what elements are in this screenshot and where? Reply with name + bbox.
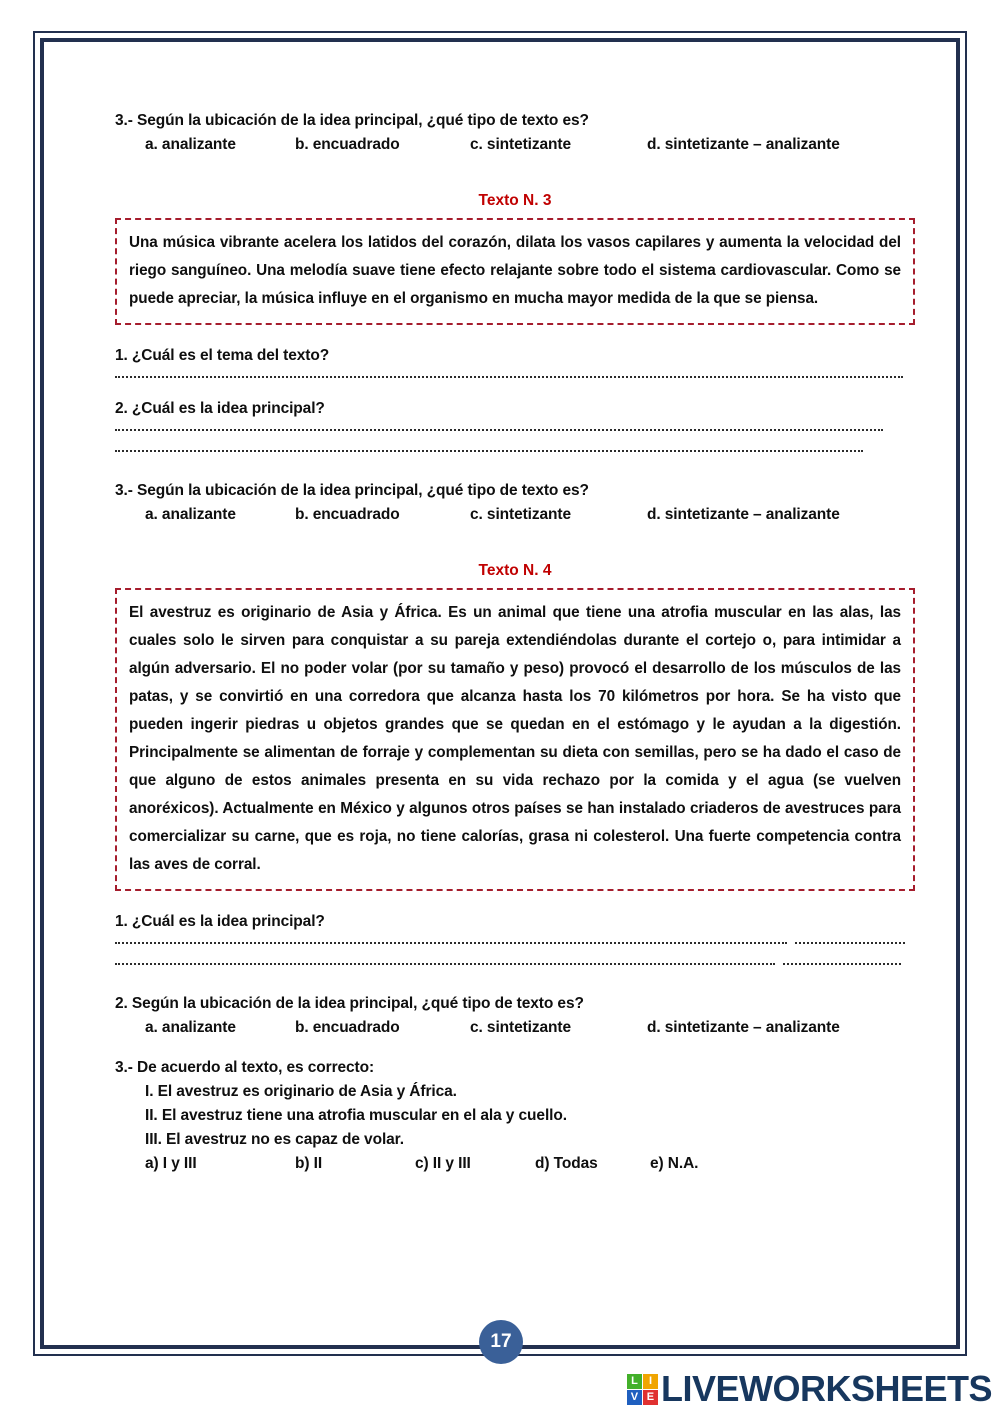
statement-i: I. El avestruz es originario de Asia y África. <box>145 1083 457 1100</box>
option-c[interactable]: c) II y III <box>415 1155 471 1172</box>
option-c[interactable]: c. sintetizante <box>470 1019 571 1036</box>
worksheet-content <box>115 112 915 1181</box>
answer-line-rule <box>115 376 903 378</box>
option-a[interactable]: a. analizante <box>145 1019 236 1036</box>
section-title-texto-4: Texto N. 4 <box>478 562 552 579</box>
texto4-question-1-prompt: 1. ¿Cuál es la idea principal? <box>115 913 325 930</box>
statement-ii: II. El avestruz tiene una atrofia muscular en el ala y cuello. <box>145 1107 567 1124</box>
option-d[interactable]: d) Todas <box>535 1155 598 1172</box>
option-b[interactable]: b. encuadrado <box>295 136 400 153</box>
option-e[interactable]: e) N.A. <box>650 1155 699 1172</box>
texto4-question-3-prompt: 3.- De acuerdo al texto, es correcto: <box>115 1059 375 1076</box>
reading-box-texto-3 <box>115 218 915 325</box>
answer-line[interactable] <box>115 442 915 460</box>
answer-line-rule <box>115 963 775 965</box>
option-b[interactable]: b. encuadrado <box>295 506 400 523</box>
options-row-top <box>115 136 915 162</box>
logo-tile-i: I <box>643 1374 658 1389</box>
texto3-question-1-prompt: 1. ¿Cuál es el tema del texto? <box>115 347 330 364</box>
section-title-texto-3: Texto N. 3 <box>478 192 552 209</box>
logo-tile-l: L <box>627 1374 642 1389</box>
option-a[interactable]: a. analizante <box>145 136 236 153</box>
reading-text-texto-4: El avestruz es originario de Asia y África. Es un animal que tiene una atrofia muscular en las alas, las cuales solo le sirven para conquistar a su pareja extendiéndolas durante el cortejo o, para intimidar a algún adversario. El no poder volar (por su tamaño y peso) provocó el desarrollo de los músculos de las patas, y se convirtió en una corredora que alcanza hasta los 70 kilómetros por hora. Se ha visto que pueden ingerir piedras u objetos grandes que se quedan en el estómago y le ayudan a la digestión. Principalmente se alimentan de forraje y complementan su dieta con semillas, pero se ha dado el caso de que alguno de estos animales presenta en su vida rechazo por la comida y el agua (se vuelven anoréxicos). Actualmente en México y algunos otros países se han instalado criaderos de avestruces para comercializar su carne, que es roja, no tiene calorías, grasa ni colesterol. Una fuerte competencia contra las aves de corral. <box>129 604 901 873</box>
texto3-question-2-prompt: 2. ¿Cuál es la idea principal? <box>115 400 325 417</box>
texto4-question-3-options-row <box>115 1155 915 1181</box>
option-a[interactable]: a) I y III <box>145 1155 197 1172</box>
texto3-options-row <box>115 506 915 532</box>
answer-line[interactable] <box>115 955 915 973</box>
logo-tile-e: E <box>643 1390 658 1405</box>
texto4-question-2-prompt: 2. Según la ubicación de la idea principal, ¿qué tipo de texto es? <box>115 995 584 1012</box>
option-c[interactable]: c. sintetizante <box>470 506 571 523</box>
option-d[interactable]: d. sintetizante – analizante <box>647 506 840 523</box>
answer-line-rule <box>115 450 863 452</box>
answer-line-rule <box>783 963 901 965</box>
reading-box-texto-4 <box>115 588 915 891</box>
statement-iii: III. El avestruz no es capaz de volar. <box>145 1131 404 1148</box>
logo-tile-v: V <box>627 1390 642 1405</box>
liveworksheets-logo-icon <box>627 1374 658 1405</box>
option-c[interactable]: c. sintetizante <box>470 136 571 153</box>
option-a[interactable]: a. analizante <box>145 506 236 523</box>
page-number-badge: 17 <box>479 1320 523 1364</box>
texto3-question-3-prompt: 3.- Según la ubicación de la idea principal, ¿qué tipo de texto es? <box>115 482 589 499</box>
liveworksheets-logo[interactable] <box>627 1369 992 1409</box>
answer-line-rule <box>115 942 787 944</box>
reading-text-texto-3: Una música vibrante acelera los latidos del corazón, dilata los vasos capilares y aumenta la velocidad del riego sanguíneo. Una melodía suave tiene efecto relajante sobre todo el sistema cardiovascular. Como se puede apreciar, la música influye en el organismo en mucha mayor medida de la que se piensa. <box>129 234 901 307</box>
option-d[interactable]: d. sintetizante – analizante <box>647 1019 840 1036</box>
answer-line[interactable] <box>115 421 915 439</box>
answer-line-rule <box>795 942 905 944</box>
answer-line-rule <box>115 429 883 431</box>
answer-line[interactable] <box>115 934 915 952</box>
texto4-options-row <box>115 1019 915 1045</box>
option-d[interactable]: d. sintetizante – analizante <box>647 136 840 153</box>
answer-line[interactable] <box>115 368 915 386</box>
option-b[interactable]: b) II <box>295 1155 323 1172</box>
question-prompt-top: 3.- Según la ubicación de la idea principal, ¿qué tipo de texto es? <box>115 112 589 129</box>
option-b[interactable]: b. encuadrado <box>295 1019 400 1036</box>
liveworksheets-wordmark: LIVEWORKSHEETS <box>660 1368 992 1409</box>
